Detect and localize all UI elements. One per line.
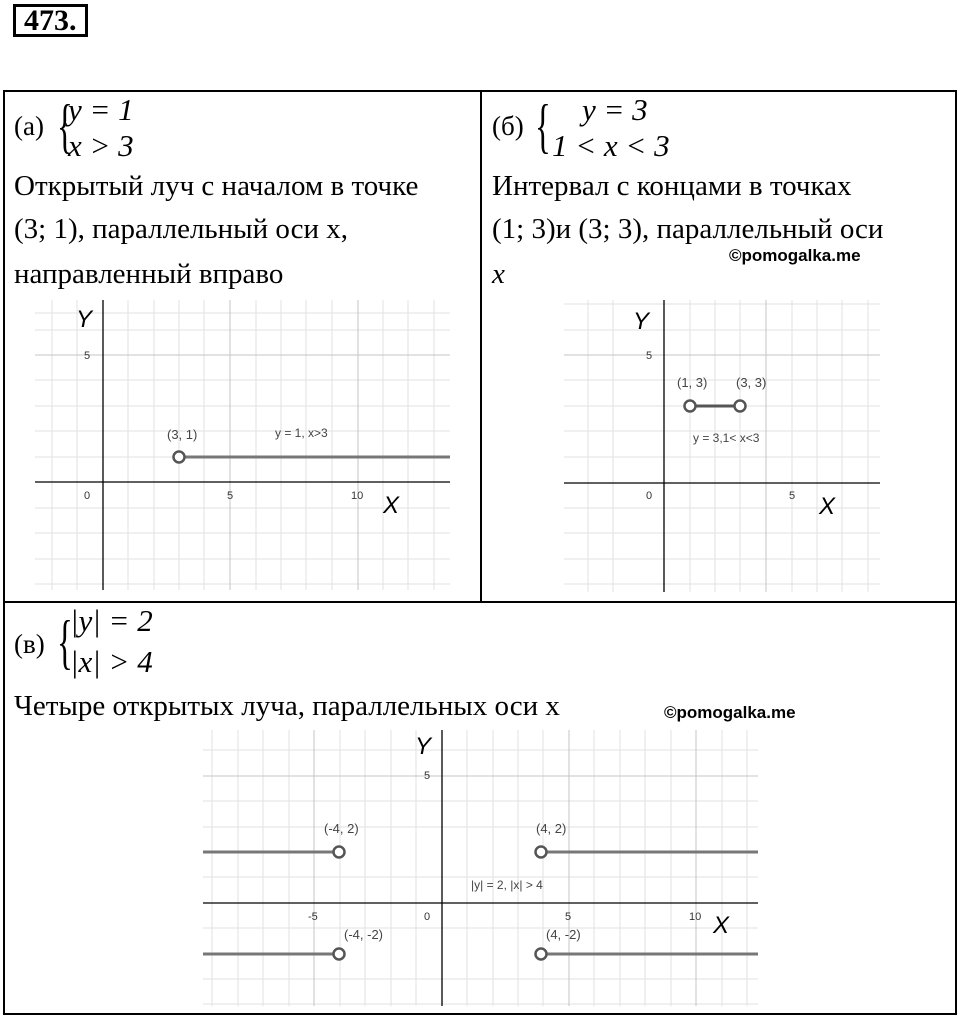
cell-a-brace: { <box>57 93 73 159</box>
graph-a-tick-x5: 5 <box>227 490 234 502</box>
cell-b-label: (б) <box>492 111 524 141</box>
cell-c-brace: { <box>57 609 73 675</box>
graph-c-p3-label: (-4, -2) <box>344 927 383 942</box>
graph-b-tick-origin: 0 <box>646 490 653 502</box>
graph-c-p4-label: (4, -2) <box>546 927 581 942</box>
graph-c-major-grid <box>203 730 758 1006</box>
graph-a-grid <box>35 300 450 590</box>
table-column-divider <box>480 90 482 603</box>
cell-b-desc-line-1: Интервал с концами в точках <box>492 170 852 202</box>
graph-c-tick-y5: 5 <box>424 770 431 782</box>
graph-b-tick-y5: 5 <box>646 350 653 362</box>
graph-a-series-label: y = 1, x>3 <box>275 426 328 440</box>
graph-c-p2-label: (4, 2) <box>536 821 567 836</box>
graph-b-y-label: Y <box>633 308 650 335</box>
table-right-border <box>955 90 957 1015</box>
cell-a-equation-2: x > 3 <box>68 128 134 163</box>
graph-c-tick-x10: 10 <box>689 911 702 923</box>
graph-a-tick-y5: 5 <box>84 350 91 362</box>
watermark-bottom: ©pomogalka.me <box>664 703 796 722</box>
cell-a-desc-line-2: (3; 1), параллельный оси x, <box>14 213 349 245</box>
cell-c-equation-1: |y| = 2 <box>70 603 153 638</box>
graph-b-grid <box>564 300 880 592</box>
graph-c <box>203 730 758 1010</box>
graph-c-tick-origin: 0 <box>424 911 431 923</box>
cell-a-label: (а) <box>14 111 44 141</box>
graph-b-open-point-1 <box>685 401 696 412</box>
graph-c-open-point-2 <box>536 847 547 858</box>
cell-c-label: (в) <box>14 629 45 659</box>
table-left-border <box>3 90 5 1015</box>
cell-a-equation-1: y = 1 <box>68 92 134 127</box>
graph-a-y-label: Y <box>76 306 93 333</box>
watermark-top: ©pomogalka.me <box>729 246 861 265</box>
graph-c-y-label: Y <box>415 733 432 760</box>
graph-c-grid <box>203 730 758 1006</box>
cell-b-brace: { <box>535 93 551 159</box>
cell-c-desc: Четыре открытых луча, параллельных оси x <box>14 690 560 722</box>
graph-c-p1-label: (-4, 2) <box>324 821 359 836</box>
cell-c-equation-2: |x| > 4 <box>70 644 153 679</box>
graph-a-tick-x10: 10 <box>351 490 364 502</box>
graph-b <box>562 300 880 595</box>
graph-b-point1-label: (1, 3) <box>677 375 708 390</box>
cell-b-equation-2: 1 < x < 3 <box>552 128 670 163</box>
graph-b-point2-label: (3, 3) <box>736 375 767 390</box>
graph-a-x-label: X <box>383 492 400 519</box>
graph-b-major-grid <box>564 300 880 592</box>
graph-b-series-label: y = 3,1< x<3 <box>693 431 760 445</box>
graph-c-series-label: |y| = 2, |x| > 4 <box>471 878 543 892</box>
cell-b-desc-line-3: x <box>492 258 505 290</box>
problem-number: 473. <box>13 4 88 37</box>
table-bottom-border <box>3 1013 957 1015</box>
graph-c-tick-x5: 5 <box>565 911 572 923</box>
graph-c-tick-xm5: -5 <box>308 911 318 923</box>
cell-a-desc-line-1: Открытый луч с началом в точке <box>14 170 419 202</box>
graph-a-tick-origin: 0 <box>84 490 91 502</box>
graph-a <box>30 300 450 595</box>
cell-b-desc-line-2: (1; 3)и (3; 3), параллельный оси <box>492 213 884 245</box>
graph-c-open-point-3 <box>334 949 345 960</box>
graph-b-open-point-2 <box>735 401 746 412</box>
graph-c-open-point-1 <box>334 847 345 858</box>
graph-b-tick-x5: 5 <box>789 490 796 502</box>
cell-a-desc-line-3: направленный вправо <box>14 258 284 290</box>
graph-a-point-label: (3, 1) <box>167 427 198 442</box>
cell-b-equation-1: y = 3 <box>582 92 648 127</box>
graph-b-x-label: X <box>819 493 836 520</box>
graph-c-open-point-4 <box>536 949 547 960</box>
graph-c-x-label: X <box>713 912 730 939</box>
graph-a-major-grid <box>35 300 450 590</box>
graph-a-open-point <box>174 452 185 463</box>
